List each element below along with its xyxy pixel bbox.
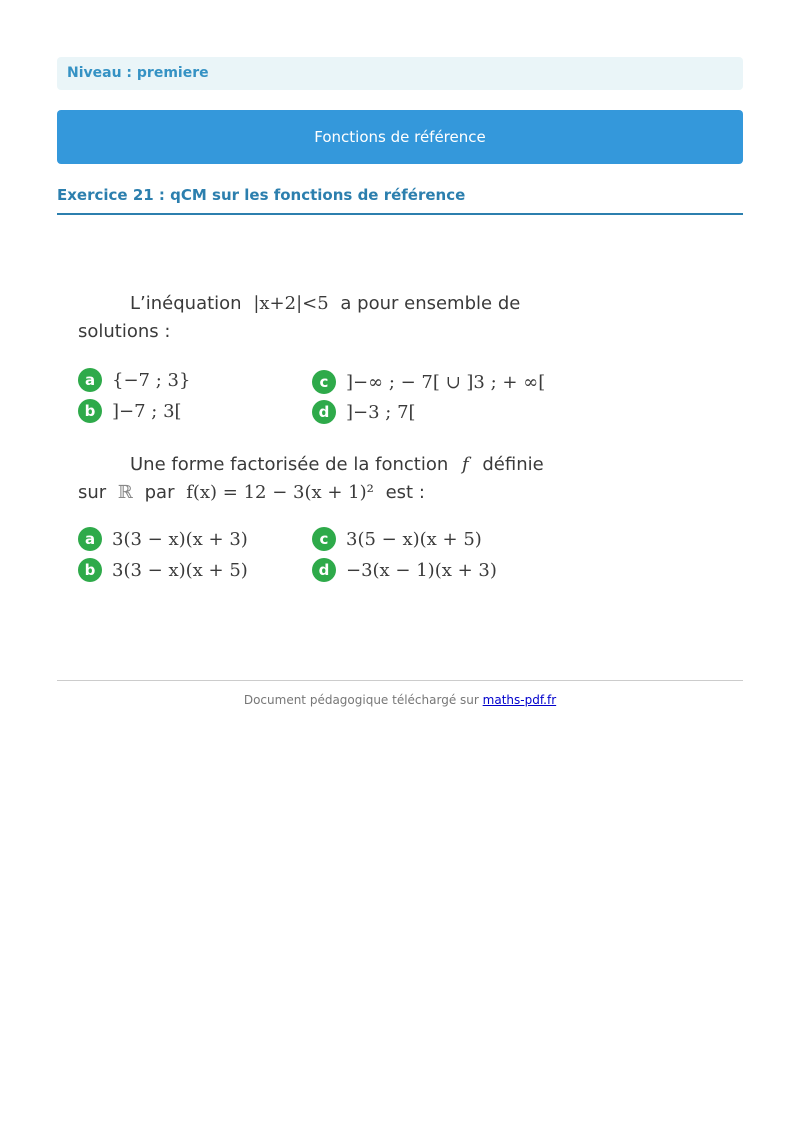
question-2-suffix: définie [482, 454, 544, 475]
option-d-text: ]−3 ; 7[ [346, 401, 416, 423]
option-c-badge: c [312, 370, 336, 394]
niveau-label: Niveau : premiere [57, 57, 743, 90]
option-d-text: −3(x − 1)(x + 3) [346, 559, 497, 581]
option-a-text: {−7 ; 3} [112, 369, 191, 391]
question-1-option-a [78, 367, 190, 393]
option-a-badge: a [78, 368, 102, 392]
footer-divider [57, 680, 743, 681]
option-d-badge: d [312, 558, 336, 582]
option-b-text: ]−7 ; 3[ [112, 400, 182, 422]
question-2-option-c [312, 526, 482, 552]
question-1-option-c [312, 369, 545, 395]
question-2-option-d [312, 557, 497, 583]
question-1-option-d [312, 399, 416, 425]
footer-text: Document pédagogique téléchargé sur [243, 693, 479, 707]
question-2-line-2 [78, 479, 548, 507]
question-1-math: |x+2|<5 [253, 293, 329, 314]
option-b-badge: b [78, 558, 102, 582]
option-c-badge: c [312, 527, 336, 551]
question-1-option-b [78, 398, 182, 424]
question-1-line-1 [78, 290, 548, 318]
option-b-badge: b [78, 399, 102, 423]
question-2-prefix: Une forme factorisée de la fonction [130, 454, 449, 475]
chapter-banner: Fonctions de référence [57, 110, 743, 164]
option-c-text: ]−∞ ; − 7[ ∪ ]3 ; + ∞[ [346, 371, 546, 393]
option-d-badge: d [312, 400, 336, 424]
option-b-text: 3(3 − x)(x + 5) [112, 559, 248, 581]
qcm-figure [78, 285, 548, 595]
option-c-text: 3(5 − x)(x + 5) [346, 528, 482, 550]
question-2-par: par [144, 482, 175, 503]
exercise-title: Exercice 21 : qCM sur les fonctions de référence [57, 186, 743, 215]
question-1-prefix: L’inéquation [130, 293, 242, 314]
question-2-option-b [78, 557, 248, 583]
option-a-badge: a [78, 527, 102, 551]
question-2-sur: sur [78, 482, 107, 503]
question-1-suffix: a pour ensemble de [340, 293, 521, 314]
question-2-real-set: ℝ [117, 482, 133, 503]
question-1-line-2: solutions : [78, 321, 171, 342]
question-2-end: est : [385, 482, 425, 503]
question-2-option-a [78, 526, 248, 552]
question-2-math: f [461, 454, 469, 475]
footer [57, 693, 743, 707]
question-2-line-1 [78, 451, 548, 479]
option-a-text: 3(3 − x)(x + 3) [112, 528, 248, 550]
question-2-formula: f(x) = 12 − 3(x + 1)² [186, 482, 374, 503]
footer-link[interactable]: maths-pdf.fr [482, 693, 557, 707]
